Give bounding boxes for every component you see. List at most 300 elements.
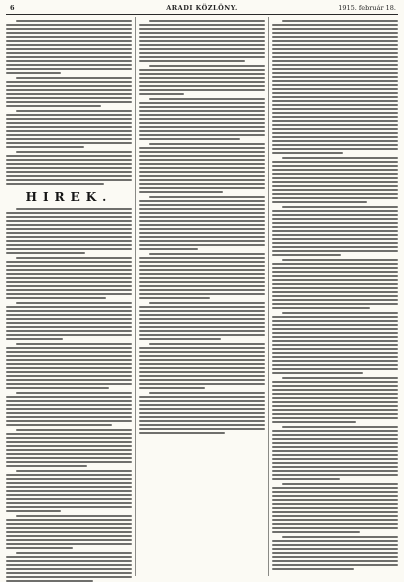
column-3 [272, 17, 398, 578]
text-line [6, 306, 132, 308]
text-line [6, 371, 132, 373]
text-line [139, 318, 265, 320]
text-line [272, 511, 398, 513]
text-line [139, 208, 265, 210]
text-line [272, 560, 398, 562]
text-line [6, 531, 132, 533]
text-line [6, 314, 132, 316]
text-line [6, 277, 132, 279]
text-line [282, 536, 398, 538]
text-line [272, 548, 398, 550]
text-line [272, 531, 360, 533]
text-line [272, 112, 398, 114]
text-line [6, 114, 132, 116]
paragraph [272, 426, 398, 480]
text-line [139, 138, 240, 140]
paragraph [6, 257, 132, 299]
text-line [272, 450, 398, 452]
text-line [139, 122, 265, 124]
text-line [6, 359, 132, 361]
text-line [272, 48, 398, 50]
text-line [139, 240, 265, 242]
text-line [139, 375, 265, 377]
text-line [149, 98, 265, 100]
masthead-rule [6, 14, 398, 15]
paragraph [139, 20, 265, 62]
text-line [139, 277, 265, 279]
text-line [6, 85, 132, 87]
text-line [16, 302, 132, 304]
text-line [139, 400, 265, 402]
text-line [139, 56, 265, 58]
text-line [6, 64, 132, 66]
text-line [272, 230, 398, 232]
text-line [139, 289, 265, 291]
text-line [139, 48, 265, 50]
text-line [272, 352, 398, 354]
text-line [272, 307, 370, 309]
text-line [272, 267, 398, 269]
text-line [149, 65, 265, 67]
text-line [6, 228, 132, 230]
text-line [272, 324, 398, 326]
text-line [139, 363, 265, 365]
text-line [139, 281, 265, 283]
paragraph [6, 302, 132, 340]
text-line [16, 77, 132, 79]
text-line [272, 136, 398, 138]
text-line [272, 527, 398, 529]
text-line [272, 389, 398, 391]
text-line [272, 210, 398, 212]
text-line [6, 60, 132, 62]
text-line [272, 218, 398, 220]
text-line [6, 510, 61, 512]
text-line [282, 20, 398, 22]
text-line [139, 28, 265, 30]
paragraph [272, 206, 398, 256]
text-line [6, 334, 132, 336]
text-line [272, 405, 398, 407]
text-line [272, 263, 398, 265]
text-line [139, 261, 265, 263]
text-line [6, 433, 132, 435]
text-line [6, 36, 132, 38]
text-line [6, 412, 132, 414]
text-line [272, 466, 398, 468]
text-line [139, 306, 265, 308]
text-line [149, 302, 265, 304]
text-line [272, 92, 398, 94]
text-line [139, 118, 265, 120]
text-line [272, 417, 398, 419]
text-line [6, 486, 132, 488]
text-line [6, 375, 132, 377]
text-line [6, 175, 132, 177]
text-line [6, 183, 104, 185]
text-line [272, 409, 398, 411]
text-line [6, 519, 132, 521]
text-line [139, 428, 265, 430]
text-line [272, 438, 398, 440]
text-line [6, 138, 132, 140]
text-line [139, 379, 265, 381]
text-line [139, 40, 265, 42]
text-line [139, 351, 265, 353]
text-line [6, 322, 132, 324]
text-line [6, 383, 132, 385]
text-line [6, 330, 132, 332]
text-line [6, 89, 132, 91]
text-line [139, 44, 265, 46]
text-line [139, 326, 265, 328]
text-line [139, 404, 265, 406]
text-line [272, 36, 398, 38]
text-line [139, 179, 265, 181]
text-line [272, 540, 398, 542]
text-line [6, 155, 132, 157]
text-line [6, 396, 132, 398]
paragraph [272, 377, 398, 423]
text-line [272, 299, 398, 301]
text-line [6, 72, 61, 74]
text-line [272, 24, 398, 26]
text-line [139, 191, 223, 193]
section-heading: HIREK. [25, 190, 113, 204]
text-line [16, 257, 132, 259]
text-line [272, 348, 398, 350]
text-line [6, 547, 73, 549]
text-line [6, 449, 132, 451]
text-line [139, 216, 265, 218]
text-line [272, 487, 398, 489]
text-line [139, 383, 265, 385]
text-line [272, 344, 398, 346]
text-line [6, 248, 132, 250]
text-line [6, 244, 132, 246]
paragraph [6, 208, 132, 254]
text-line [139, 334, 265, 336]
paragraph [272, 259, 398, 309]
text-line [6, 355, 132, 357]
text-line [272, 226, 398, 228]
text-line [282, 483, 398, 485]
text-line [139, 232, 265, 234]
text-line [6, 494, 132, 496]
text-line [282, 206, 398, 208]
text-line [139, 93, 184, 95]
text-line [149, 392, 265, 394]
issue-date: 1915. február 18. [338, 4, 396, 12]
text-line [272, 303, 398, 305]
text-line [139, 228, 265, 230]
text-line [272, 316, 398, 318]
text-line [16, 20, 132, 22]
text-line [6, 416, 132, 418]
text-line [272, 60, 398, 62]
text-line [139, 424, 265, 426]
paragraph [272, 312, 398, 374]
text-line [272, 287, 398, 289]
text-line [139, 69, 265, 71]
column-1-news-paragraphs [6, 208, 132, 582]
text-line [272, 28, 398, 30]
page-number: 6 [10, 4, 15, 12]
column-divider [268, 17, 269, 576]
text-line [139, 244, 265, 246]
paragraph [139, 343, 265, 389]
text-line [272, 201, 367, 203]
text-line [139, 73, 265, 75]
text-line [139, 297, 210, 299]
paragraph [6, 77, 132, 107]
text-line [272, 564, 398, 566]
text-line [139, 367, 265, 369]
text-line [272, 246, 398, 248]
text-line [272, 372, 363, 374]
text-line [6, 535, 132, 537]
column-divider [135, 17, 136, 576]
text-line [6, 52, 132, 54]
text-line [139, 273, 265, 275]
text-line [272, 454, 398, 456]
text-line [6, 326, 132, 328]
text-line [6, 28, 132, 30]
text-line [272, 279, 398, 281]
text-line [139, 432, 225, 434]
text-line [6, 457, 132, 459]
text-line [6, 24, 132, 26]
text-line [272, 413, 398, 415]
paragraph [139, 98, 265, 140]
paragraph [6, 429, 132, 467]
text-line [6, 293, 132, 295]
text-line [272, 104, 398, 106]
text-line [6, 482, 132, 484]
text-line [272, 421, 356, 423]
text-line [6, 179, 132, 181]
text-line [6, 265, 132, 267]
text-line [272, 552, 398, 554]
paragraph [6, 515, 132, 549]
text-line [139, 126, 265, 128]
text-line [139, 77, 265, 79]
text-line [272, 499, 398, 501]
text-line [272, 72, 398, 74]
text-line [272, 108, 398, 110]
text-line [139, 110, 265, 112]
text-line [6, 81, 132, 83]
text-line [139, 236, 265, 238]
text-line [16, 208, 132, 210]
text-line [272, 80, 398, 82]
text-line [6, 556, 132, 558]
column-1-top-paragraphs [6, 20, 132, 185]
text-line [139, 159, 265, 161]
text-line [139, 175, 265, 177]
text-line [16, 392, 132, 394]
text-line [6, 93, 132, 95]
text-line [272, 100, 398, 102]
text-line [149, 343, 265, 345]
text-line [6, 126, 132, 128]
text-line [272, 360, 398, 362]
text-line [6, 97, 132, 99]
text-line [6, 420, 132, 422]
text-line [272, 385, 398, 387]
text-line [272, 161, 398, 163]
text-line [16, 151, 132, 153]
text-line [139, 155, 265, 157]
text-line [6, 523, 132, 525]
text-line [272, 144, 398, 146]
text-line [6, 224, 132, 226]
text-line [272, 544, 398, 546]
text-line [139, 338, 221, 340]
paragraph [272, 536, 398, 570]
text-line [272, 40, 398, 42]
text-line [272, 340, 398, 342]
text-line [272, 568, 354, 570]
column-1 [6, 17, 132, 578]
text-line [272, 189, 398, 191]
paragraph [6, 392, 132, 426]
text-line [6, 408, 132, 410]
text-line [272, 503, 398, 505]
text-line [282, 426, 398, 428]
text-line [139, 106, 265, 108]
text-line [139, 200, 265, 202]
text-line [149, 143, 265, 145]
text-line [272, 295, 398, 297]
text-line [272, 507, 398, 509]
text-line [139, 396, 265, 398]
newspaper-title: ARADI KÖZLÖNY. [166, 4, 238, 12]
text-line [6, 502, 132, 504]
text-line [6, 281, 132, 283]
text-line [139, 314, 265, 316]
text-line [272, 291, 398, 293]
text-line [139, 130, 265, 132]
paragraph [272, 157, 398, 203]
text-line [272, 88, 398, 90]
text-line [139, 224, 265, 226]
text-line [272, 234, 398, 236]
text-line [6, 101, 132, 103]
text-line [6, 351, 132, 353]
text-line [272, 132, 398, 134]
text-line [139, 60, 245, 62]
text-line [6, 269, 132, 271]
text-line [272, 120, 398, 122]
text-line [272, 474, 398, 476]
text-line [149, 20, 265, 22]
paragraph [6, 151, 132, 185]
text-line [139, 187, 265, 189]
text-line [139, 322, 265, 324]
text-line [272, 515, 398, 517]
text-line [272, 76, 398, 78]
paragraph [6, 110, 132, 148]
text-line [272, 128, 398, 130]
text-line [139, 134, 265, 136]
text-line [6, 252, 85, 254]
text-line [139, 359, 265, 361]
text-line [272, 556, 398, 558]
text-line [6, 367, 132, 369]
text-line [139, 293, 265, 295]
text-line [16, 515, 132, 517]
text-line [272, 275, 398, 277]
text-line [139, 257, 265, 259]
text-line [272, 519, 398, 521]
text-line [139, 265, 265, 267]
paragraph [272, 20, 398, 154]
text-line [272, 177, 398, 179]
text-line [272, 56, 398, 58]
text-line [272, 430, 398, 432]
text-line [272, 393, 398, 395]
text-line [272, 381, 398, 383]
text-line [272, 364, 398, 366]
text-line [272, 250, 398, 252]
text-line [272, 238, 398, 240]
text-line [282, 377, 398, 379]
text-line [6, 240, 132, 242]
text-line [139, 163, 265, 165]
paragraph [139, 65, 265, 95]
text-line [6, 338, 63, 340]
text-line [6, 167, 132, 169]
text-line [139, 310, 265, 312]
text-line [272, 68, 398, 70]
text-line [139, 147, 265, 149]
text-line [6, 130, 132, 132]
text-line [272, 96, 398, 98]
text-line [6, 159, 132, 161]
text-line [6, 285, 132, 287]
text-line [139, 371, 265, 373]
text-line [272, 52, 398, 54]
text-line [139, 32, 265, 34]
text-line [6, 506, 132, 508]
masthead [6, 4, 398, 14]
text-line [6, 379, 132, 381]
paragraph [139, 302, 265, 340]
text-line [272, 222, 398, 224]
text-line [272, 271, 398, 273]
text-line [272, 44, 398, 46]
text-line [272, 401, 398, 403]
text-line [272, 173, 398, 175]
text-line [6, 68, 132, 70]
text-line [6, 232, 132, 234]
text-line [6, 142, 132, 144]
text-line [6, 437, 132, 439]
text-line [272, 320, 398, 322]
text-line [6, 490, 132, 492]
text-line [272, 193, 398, 195]
text-line [6, 44, 132, 46]
text-line [139, 102, 265, 104]
text-line [6, 261, 132, 263]
text-line [272, 165, 398, 167]
paragraph [6, 470, 132, 512]
text-line [139, 167, 265, 169]
text-line [272, 197, 398, 199]
text-line [139, 416, 265, 418]
text-line [272, 470, 398, 472]
